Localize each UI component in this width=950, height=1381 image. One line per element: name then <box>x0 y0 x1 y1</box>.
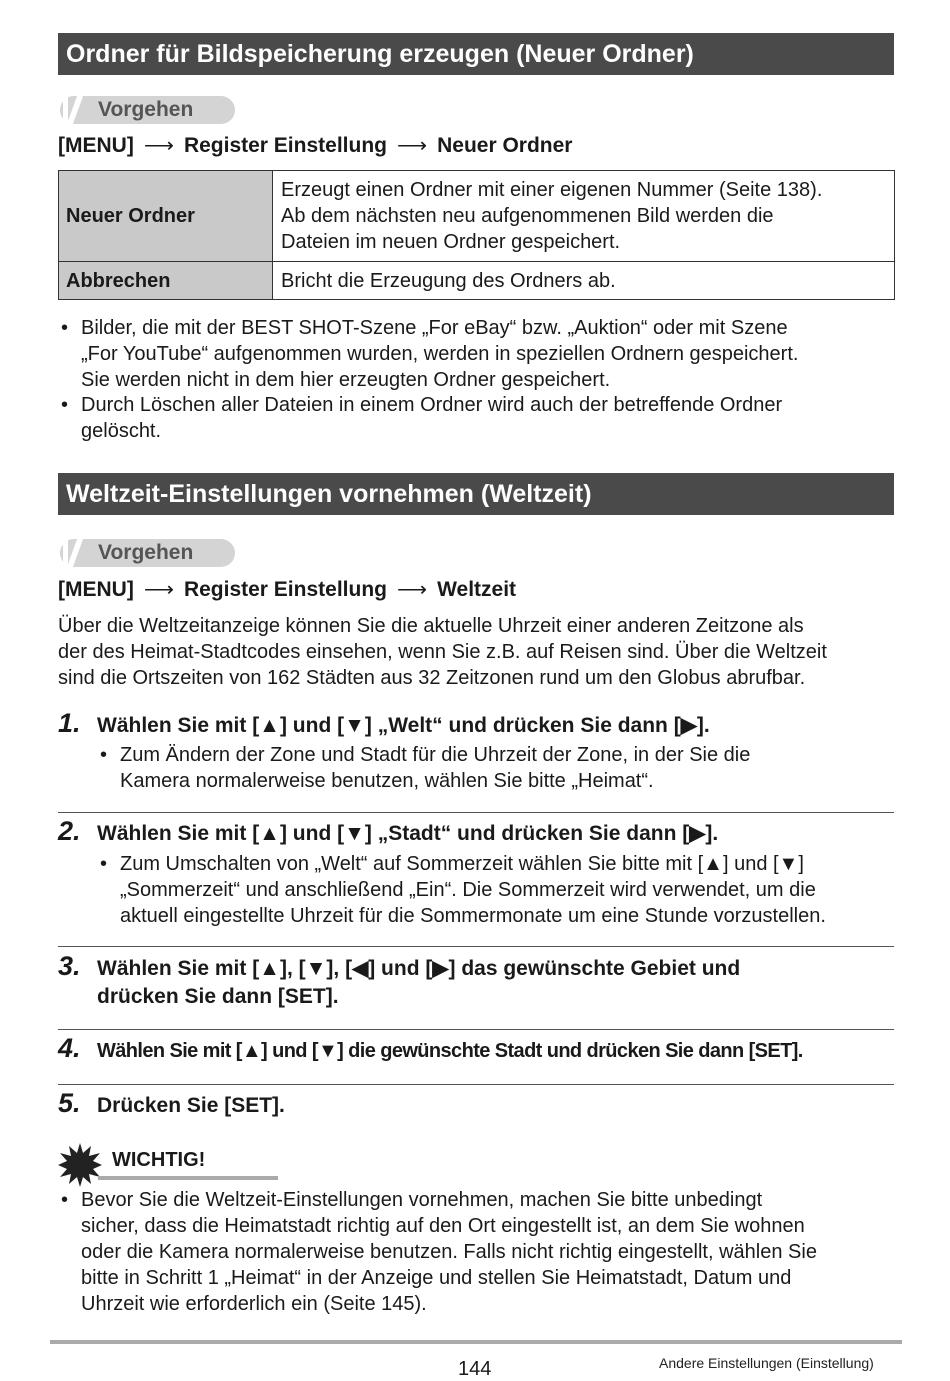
menu-path: [MENU] ⟶ Register Einstellung ⟶ Neuer Ordner <box>58 134 573 157</box>
step-note: • Zum Umschalten von „Welt“ auf Sommerzeit wählen Sie bitte mit [▲] und [▼] „Sommerzeit“ und anschließend „Ein“. Die Sommerzeit wird verwendet, um die aktuell eingestellte Uhrzeit für die Sommermonate um eine Stunde vorzustellen. <box>100 853 826 927</box>
footer-divider <box>50 1340 902 1344</box>
step-title: Wählen Sie mit [▲], [▼], [◀] und [▶] das gewünschte Gebiet und <box>97 957 741 980</box>
step-number: 1. <box>58 708 81 738</box>
option-key: Neuer Ordner <box>59 171 273 262</box>
table-row <box>59 171 895 262</box>
option-value: Bricht die Erzeugung des Ordners ab. <box>273 262 895 300</box>
list-item: • Durch Löschen aller Dateien in einem Ordner wird auch der betreffende Ordner gelöscht. <box>61 394 783 442</box>
step-number: 3. <box>58 951 81 981</box>
page-number: 144 <box>458 1358 492 1380</box>
section-title-neuer-ordner: Ordner für Bildspeicherung erzeugen (Neuer Ordner) <box>58 33 894 75</box>
arrow-right-icon: ⟶ <box>396 578 428 601</box>
important-notice-header <box>58 1143 248 1185</box>
arrow-right-icon: ⟶ <box>143 578 174 601</box>
divider <box>58 812 894 813</box>
step-title: Wählen Sie mit [▲] und [▼] „Welt“ und drücken Sie dann [▶]. <box>97 714 710 737</box>
vorgehen-label: Vorgehen <box>60 539 235 567</box>
arrow-right-icon: ⟶ <box>143 134 174 157</box>
intro-paragraph: Über die Weltzeitanzeige können Sie die aktuelle Uhrzeit einer anderen Zeitzone als der des Heimat-Stadtcodes einsehen, wenn Sie z.B. auf Reisen sind. Über die Weltzeit sind die Ortszeiten von 162 Städten aus 32 Zeitzonen rund um den Globus abrufbar. <box>58 615 827 689</box>
divider <box>58 1084 894 1085</box>
step-note: • Zum Ändern der Zone und Stadt für die Uhrzeit der Zone, in der Sie die Kamera normalerweise benutzen, wählen Sie bitte „Heimat“. <box>100 744 751 792</box>
option-key: Abbrechen <box>59 262 273 300</box>
table-row <box>59 262 895 300</box>
important-label: WICHTIG! <box>112 1149 206 1171</box>
option-value: Erzeugt einen Ordner mit einer eigenen Nummer (Seite 138). Ab dem nächsten neu aufgenommenen Bild werden die Dateien im neuen Ordner gespeichert. <box>273 171 895 262</box>
step-title: Wählen Sie mit [▲] und [▼] die gewünschte Stadt und drücken Sie dann [SET]. <box>97 1040 803 1062</box>
menu-path: [MENU] ⟶ Register Einstellung ⟶ Weltzeit <box>58 578 517 601</box>
step-number: 5. <box>58 1088 81 1118</box>
arrow-right-icon: ⟶ <box>396 134 428 157</box>
step-title: Drücken Sie [SET]. <box>97 1094 285 1117</box>
step-number: 4. <box>58 1033 81 1063</box>
divider <box>58 1029 894 1030</box>
divider <box>58 946 894 947</box>
chapter-title: Andere Einstellungen (Einstellung) <box>659 1355 874 1371</box>
starburst-icon <box>58 1143 102 1187</box>
important-text: • Bevor Sie die Weltzeit-Einstellungen vornehmen, machen Sie bitte unbedingt sicher, dass die Heimatstadt richtig auf den Ort eingestellt ist, an dem Sie wohnen oder die Kamera normalerweise benutzen. Falls nicht richtig eingestellt, wählen Sie bitte in Schritt 1 „Heimat“ in der Anzeige und stellen Sie Heimatstadt, Datum und Uhrzeit wie erforderlich ein (Seite 145). <box>61 1189 817 1315</box>
list-item: • Bilder, die mit der BEST SHOT-Szene „For eBay“ bzw. „Auktion“ oder mit Szene „For YouTube“ aufgenommen wurden, werden in speziellen Ordnern gespeichert. Sie werden nicht in dem hier erzeugten Ordner gespeichert. <box>61 317 799 391</box>
vorgehen-label: Vorgehen <box>60 96 235 124</box>
step-title: drücken Sie dann [SET]. <box>97 985 339 1008</box>
step-number: 2. <box>58 816 81 846</box>
section-title-weltzeit: Weltzeit-Einstellungen vornehmen (Weltzeit) <box>58 473 894 515</box>
options-table <box>58 170 895 300</box>
step-title: Wählen Sie mit [▲] und [▼] „Stadt“ und drücken Sie dann [▶]. <box>97 822 719 845</box>
